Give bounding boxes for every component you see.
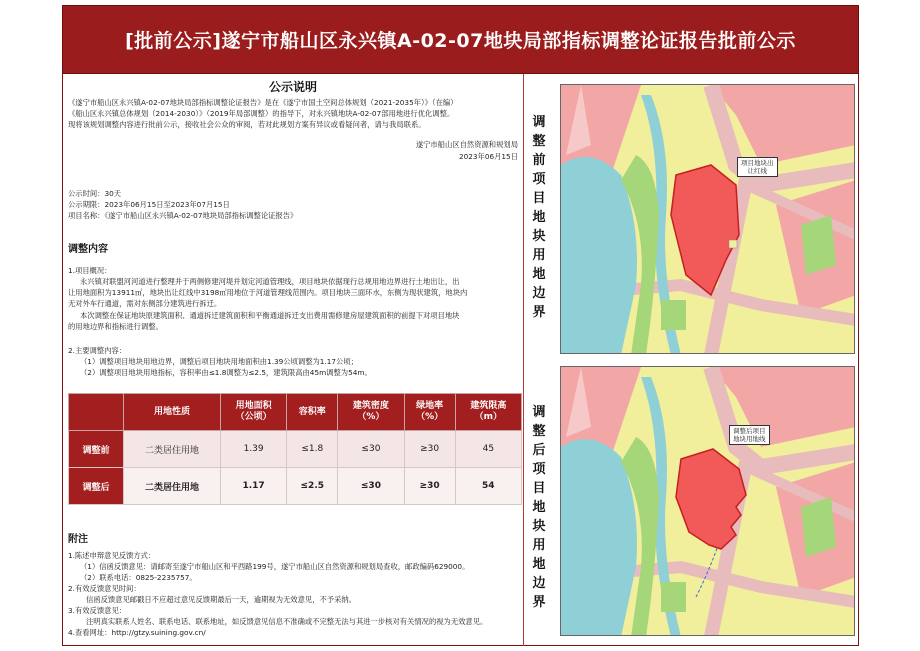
table-cell: 45 [455,431,521,468]
appendix-item: 3.有效反馈意见： [68,606,127,615]
appendix-item: （2）联系电话：0825-2235757。 [80,573,197,582]
notice-project: 项目名称：《遂宁市船山区永兴镇A-02-07地块局部指标调整论证报告》 [68,211,298,220]
header-line: （%） [357,412,385,422]
notice-intro-2: 《船山区永兴镇总体规划（2014-2030）》（2019年局部调整）的指导下，对永兴镇地块A-02-07部用地进行优化调整。 [68,109,455,118]
map-after-drawing [561,367,855,636]
label-char: 地 [532,209,546,225]
appendix-title: 附注 [68,534,88,545]
adjustment-table [68,393,522,505]
table-cell: ≥30 [404,431,455,468]
header-line: （%） [416,412,444,422]
row-label: 调整前 [69,431,124,468]
label-char: 界 [532,594,546,610]
label-char: 块 [532,518,546,534]
table-cell: 54 [455,468,521,505]
label-char: 地 [532,266,546,282]
table-corner [69,394,124,431]
notice-issuer: 遂宁市船山区自然资源和规划局 [415,140,518,149]
content-s2-title: 2.主要调整内容： [68,346,127,355]
callout-line: 地块用地线 [733,435,766,443]
content-s1-title: 1.项目概况： [68,266,112,275]
notice-term: 公示期限：2023年06月15日至2023年07月15日 [68,200,230,209]
table-header: 用地性质 [124,394,221,431]
notice-intro-1: 《遂宁市船山区永兴镇A-02-07地块局部指标调整论证报告》是在《遂宁市国土空间总体规划（2021-2035年）》（在编） [68,98,458,107]
page-title: [批前公示]遂宁市船山区永兴镇A-02-07地块局部指标调整论证报告批前公示 [125,30,796,52]
content-s1-line: 本次调整在保证地块原建筑面积、通道拆迁建筑面积和平衡通道拆迁支出费用需修建房屋建筑面积的前提下对项目地块 [80,311,460,320]
content-s1-line: 让用地面积为13911㎡，地块出让红线中3198㎡用地位于河道管理线范围内。项目地块三面环水，东侧为现状建筑，地块内 [68,288,468,297]
notice-date: 2023年06月15日 [458,152,518,161]
label-char: 前 [532,152,546,168]
table-row [69,468,522,505]
label-char: 项 [532,461,546,477]
label-char: 后 [532,442,546,458]
label-char: 界 [532,304,546,320]
after-vertical-label [524,402,554,612]
label-char: 调 [532,114,546,130]
before-vertical-label [524,112,554,322]
label-char: 边 [532,575,546,591]
table-cell: 1.17 [220,468,286,505]
table-header [404,394,455,431]
label-char: 边 [532,285,546,301]
header-line: 绿地率 [416,401,444,411]
content-s1-line: 的用地边界和指标进行调整。 [68,322,163,331]
header-line: 建筑限高 [470,401,507,411]
header-line: （m） [474,412,503,422]
table-header-row [69,394,522,431]
table-header [455,394,521,431]
label-char: 目 [532,190,546,206]
map-after [560,366,855,636]
table-cell: ≤30 [338,431,404,468]
content-s1-line: 无对外车行通道，需对东侧部分建筑进行拆迁。 [68,299,222,308]
label-char: 用 [532,247,546,263]
table-cell: 1.39 [220,431,286,468]
callout-line: 调整后项目 [733,427,766,435]
header-line: （公顷） [235,412,272,422]
content-s2-item: （2）调整项目地块用地指标，容积率由≤1.8调整为≤2.5，建筑限高由45m调整为54m。 [80,368,372,377]
table-cell: ≤2.5 [287,468,338,505]
content-section-title: 调整内容 [68,244,108,255]
label-char: 调 [532,404,546,420]
label-char: 块 [532,228,546,244]
table-header [338,394,404,431]
table-cell: 二类居住用地 [124,468,221,505]
table-cell: ≤1.8 [287,431,338,468]
map-before-drawing [561,85,855,354]
appendix-item: 1.陈述申辩意见反馈方式： [68,551,156,560]
table-cell: 二类居住用地 [124,431,221,468]
table-cell: ≤30 [338,468,404,505]
label-char: 项 [532,171,546,187]
appendix-item: 信函反馈意见邮戳日不应超过意见反馈期最后一天，逾期视为无效意见，不予采纳。 [86,595,356,604]
after-site-callout [729,425,770,445]
notice-period: 公示时间：30天 [68,189,122,198]
table-row [69,431,522,468]
label-char: 目 [532,480,546,496]
label-char: 用 [532,537,546,553]
callout-line: 让红线 [747,167,767,175]
content-s2-item: （1）调整项目地块用地边界，调整后项目地块用地面积由1.39公顷调整为1.17公顷； [80,357,358,366]
notice-intro-3: 现将该规划调整内容进行批前公示，接收社会公众的审阅，若对此规划方案有异议或看疑问者，请与我局联系。 [68,120,426,129]
map-before [560,84,855,354]
appendix-item: （1）信函反馈意见：请邮寄至遂宁市船山区和平西路199号，遂宁市船山区自然资源和规划局查收，邮政编码629000。 [80,562,470,571]
appendix-item: 2.有效反馈意见时间： [68,584,141,593]
appendix-url: 4.查看网址：http://gtzy.suining.gov.cn/ [68,628,206,637]
notice-title: 公示说明 [268,80,317,94]
header-line: 用地面积 [235,401,272,411]
table-header: 容积率 [287,394,338,431]
row-label: 调整后 [69,468,124,505]
label-char: 地 [532,499,546,515]
label-char: 整 [532,133,546,149]
label-char: 地 [532,556,546,572]
appendix-item: 注明真实联系人姓名、联系电话、联系地址，如反馈意见信息不准确或不完整无法与其进一步核对有关情况的视为无效意见。 [86,617,488,626]
page-header [62,5,859,74]
header-line: 建筑密度 [352,401,389,411]
label-char: 整 [532,423,546,439]
callout-line: 项目地块出 [741,159,774,167]
table-header [220,394,286,431]
before-site-callout [737,157,778,177]
content-s1-line: 永兴镇对联盟河河道进行整理并于两侧修建河堤并划定河道管理线，项目地块依据现行总规用地边界进行土地出让，出 [80,277,460,286]
table-cell: ≥30 [404,468,455,505]
